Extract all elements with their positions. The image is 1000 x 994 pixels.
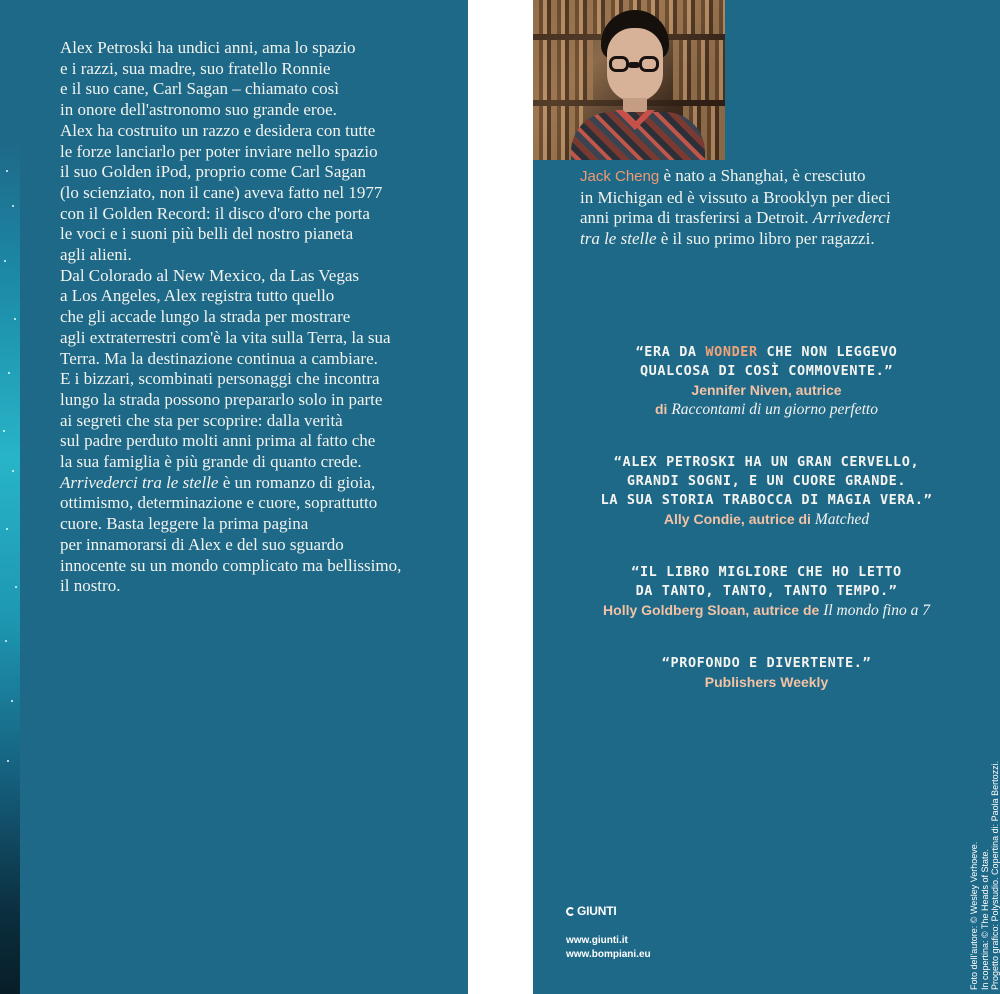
giunti-logo-icon <box>566 907 575 916</box>
quote-line: QUALCOSA DI COSÌ COMMOVENTE.” <box>639 363 894 379</box>
quote-text <box>533 343 1000 381</box>
review-quote <box>533 654 1000 692</box>
quote-fragment: “ERA DA <box>635 344 706 360</box>
starfield-strip <box>0 0 20 994</box>
quote-source <box>533 601 1000 620</box>
blurb-line: (lo scienziato, non il cane) aveva fatto nel 1977 <box>60 182 383 202</box>
blurb-line: la sua famiglia è più grande di quanto crede. <box>60 452 362 472</box>
quote-text <box>533 453 1000 510</box>
blurb-line: ai segreti che sta per scoprire: dalla verità <box>60 410 343 430</box>
blurb-line: le forze lanciarlo per poter inviare nello spazio <box>60 141 378 161</box>
bompiani-url-link[interactable]: www.bompiani.eu <box>566 949 651 960</box>
blurb-line: il nostro. <box>60 576 121 596</box>
blurb-line: a Los Angeles, Alex registra tutto quello <box>60 286 335 306</box>
review-quote <box>533 343 1000 419</box>
bio-line <box>580 208 980 229</box>
blurb-line: lungo la strada possono prepararlo solo in parte <box>60 389 383 409</box>
blurb-line: innocente su un mondo complicato ma bellissimo, <box>60 555 402 575</box>
credit-line: Foto dell'autore: © Wesley Verhoeve. <box>969 841 979 990</box>
credit-line: In copertina: © The Heads of State. <box>979 848 990 990</box>
book-title: Arrivederci tra le stelle <box>60 472 219 492</box>
blurb-line: Alex Petroski ha undici anni, ama lo spazio <box>60 38 356 57</box>
blurb-line: per innamorarsi di Alex e del suo sguardo <box>60 534 344 554</box>
bio-text: è il suo primo libro per ragazzi. <box>656 228 875 248</box>
blurb-line <box>60 473 450 494</box>
credit-line: Progetto grafico: Polystudio. Copertina di: Paola Bertozzi. <box>990 760 1000 990</box>
source-book-title: Raccontami di un giorno perfetto <box>671 401 878 418</box>
bio-text: è nato a Shanghai, è cresciuto <box>659 166 866 185</box>
blurb-line: cuore. Basta leggere la prima pagina <box>60 514 309 534</box>
page-gutter <box>468 0 533 994</box>
blurb-line: Dal Colorado al New Mexico, da Las Vegas <box>60 265 359 285</box>
book-title: tra le stelle <box>580 228 657 248</box>
publisher-urls <box>566 934 651 962</box>
book-blurb <box>60 38 450 597</box>
blurb-line: agli alieni. <box>60 245 132 265</box>
source-fragment: Holly Goldberg Sloan, autrice de <box>603 602 824 618</box>
bio-text: anni prima di trasferirsi a Detroit. <box>580 208 813 227</box>
blurb-line: le voci e i suoni più belli del nostro pianeta <box>60 224 354 244</box>
blurb-line: agli extraterrestri com'è la vita sulla Terra, la sua <box>60 327 391 347</box>
quote-text <box>533 563 1000 601</box>
quote-highlight: WONDER <box>705 344 758 360</box>
blurb-line: e il suo cane, Carl Sagan – chiamato così <box>60 79 339 99</box>
blurb-line: il suo Golden iPod, proprio come Carl Sagan <box>60 162 366 182</box>
quote-line: “PROFONDO E DIVERTENTE.” <box>661 655 872 671</box>
author-name: Jack Cheng <box>580 168 660 185</box>
source-line: Jennifer Niven, autrice <box>691 382 842 398</box>
book-title: Arrivederci <box>812 208 891 227</box>
author-portrait-icon <box>533 0 725 160</box>
quote-line: “ALEX PETROSKI HA UN GRAN CERVELLO, <box>613 454 920 470</box>
source-fragment: Ally Condie, autrice di <box>663 511 815 527</box>
source-line <box>533 601 1000 620</box>
blurb-line: e i razzi, sua madre, suo fratello Ronnie <box>60 58 331 78</box>
left-flap <box>0 0 468 994</box>
bio-line <box>580 166 980 188</box>
quote-text <box>533 654 1000 673</box>
source-book-title: Il mondo fino a 7 <box>823 602 930 619</box>
review-quote <box>533 563 1000 620</box>
photo-credits <box>969 761 1000 990</box>
blurb-line: con il Golden Record: il disco d'oro che porta <box>60 203 370 223</box>
quote-line: “IL LIBRO MIGLIORE CHE HO LETTO <box>631 564 902 580</box>
blurb-line: E i bizzari, scombinati personaggi che incontra <box>60 369 380 389</box>
source-book-title: Matched <box>814 511 870 528</box>
source-line <box>533 400 1000 419</box>
bio-line <box>580 229 980 250</box>
review-quotes <box>533 343 1000 692</box>
source-line: Publishers Weekly <box>704 674 829 690</box>
quote-source <box>533 510 1000 529</box>
bio-line: in Michigan ed è vissuto a Brooklyn per dieci <box>580 187 891 207</box>
giunti-url-link[interactable]: www.giunti.it <box>566 935 628 946</box>
author-bio <box>580 166 980 249</box>
quote-line: GRANDI SOGNI, E UN CUORE GRANDE. <box>626 473 907 489</box>
source-fragment: di <box>655 401 672 417</box>
quote-line: LA SUA STORIA TRABOCCA DI MAGIA VERA.” <box>600 492 933 508</box>
blurb-line: Alex ha costruito un razzo e desidera con tutte <box>60 120 376 140</box>
review-quote <box>533 453 1000 529</box>
right-flap <box>533 0 1000 994</box>
quote-source <box>533 381 1000 419</box>
quote-line <box>533 343 1000 362</box>
source-line <box>533 510 1000 529</box>
publisher-block <box>566 904 651 962</box>
blurb-line: ottimismo, determinazione e cuore, soprattutto <box>60 493 378 513</box>
blurb-line: in onore dell'astronomo suo grande eroe. <box>60 100 337 120</box>
giunti-logo <box>566 904 651 918</box>
blurb-line: che gli accade lungo la strada per mostrare <box>60 307 351 327</box>
publisher-name: GIUNTI <box>577 904 617 918</box>
blurb-text: è un romanzo di gioia, <box>218 472 376 492</box>
blurb-line: Terra. Ma la destinazione continua a cambiare. <box>60 348 378 368</box>
quote-source <box>533 673 1000 692</box>
quote-fragment: CHE NON LEGGEVO <box>757 344 898 360</box>
blurb-line: sul padre perduto molti anni prima al fatto che <box>60 431 376 451</box>
quote-line: DA TANTO, TANTO, TANTO TEMPO.” <box>635 583 898 599</box>
